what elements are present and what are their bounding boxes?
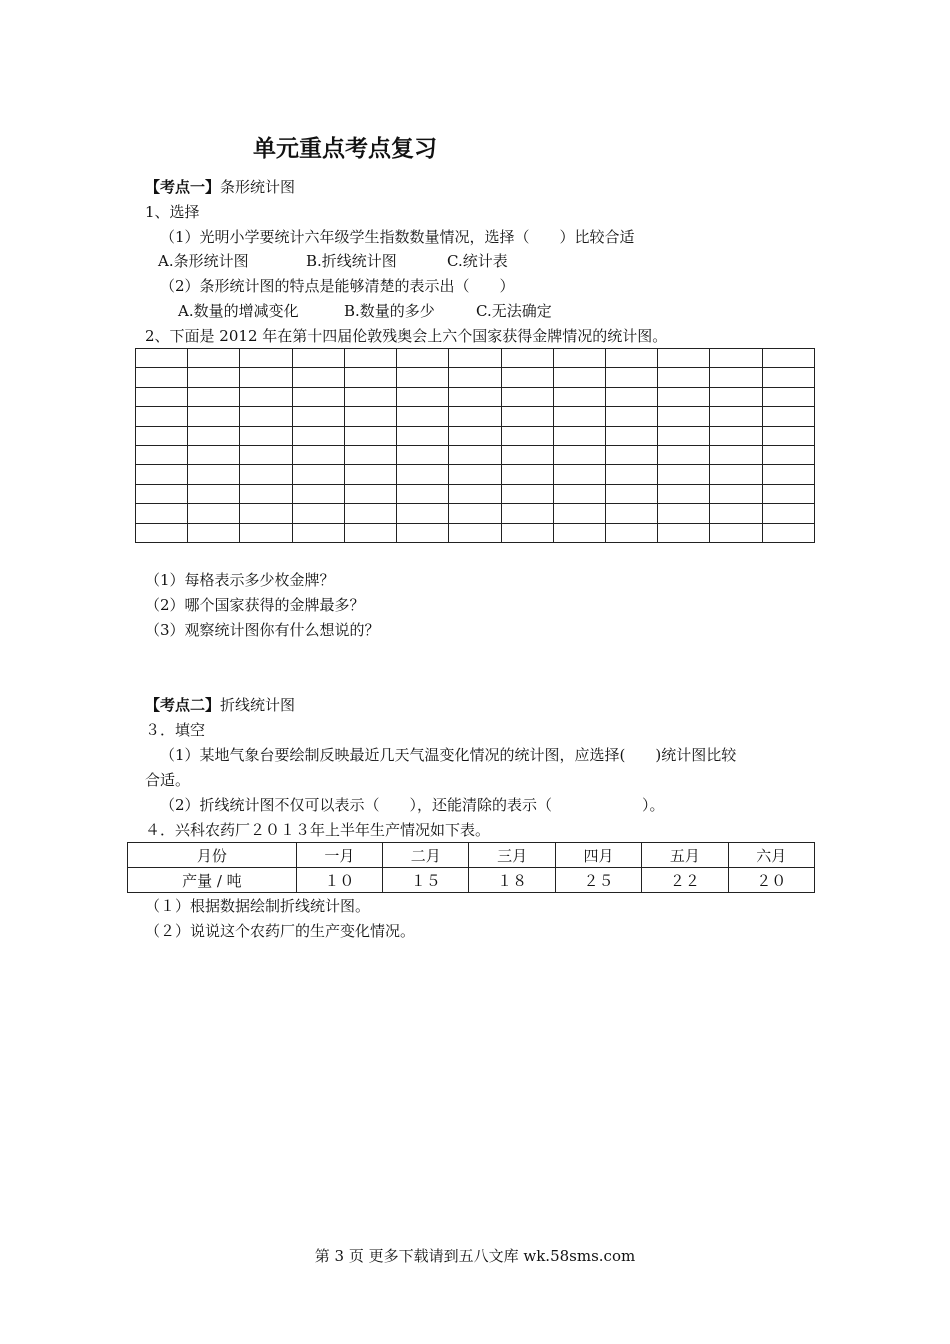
grid-cell xyxy=(136,523,188,542)
grid-cell xyxy=(710,407,762,426)
grid-cell xyxy=(188,523,240,542)
grid-cell xyxy=(553,465,605,484)
grid-cell xyxy=(605,426,657,445)
grid-cell xyxy=(605,465,657,484)
grid-cell xyxy=(136,445,188,464)
grid-cell xyxy=(292,445,344,464)
grid-cell xyxy=(501,465,553,484)
grid-cell xyxy=(344,445,396,464)
grid-cell xyxy=(397,407,449,426)
grid-cell xyxy=(501,523,553,542)
grid-cell xyxy=(605,484,657,503)
grid-cell xyxy=(397,523,449,542)
grid-cell xyxy=(344,407,396,426)
grid-cell xyxy=(710,368,762,387)
grid-cell xyxy=(344,368,396,387)
grid-cell xyxy=(136,349,188,368)
grid-cell xyxy=(136,484,188,503)
blank-chart-grid xyxy=(135,348,815,543)
q1-sub1-option-c: C.统计表 xyxy=(447,252,508,270)
q3-sub1-line1: （1）某地气象台要绘制反映最近几天气温变化情况的统计图，应选择( )统计图比较 xyxy=(160,746,737,764)
section1-heading-bracket: 【考点一】 xyxy=(145,178,221,196)
q2-question-3: （3）观察统计图你有什么想说的？ xyxy=(145,621,380,639)
q1-sub2-option-a: A.数量的增减变化 xyxy=(178,302,299,320)
table-cell-header: 一月 xyxy=(296,843,382,868)
grid-cell xyxy=(658,504,710,523)
q1-sub2-option-c: C.无法确定 xyxy=(476,302,552,320)
grid-cell xyxy=(449,465,501,484)
q2-question-2: （2）哪个国家获得的金牌最多？ xyxy=(145,596,365,614)
grid-cell xyxy=(449,426,501,445)
table-cell: １８ xyxy=(469,868,555,893)
grid-cell xyxy=(553,368,605,387)
grid-cell xyxy=(658,349,710,368)
grid-cell xyxy=(553,445,605,464)
grid-cell xyxy=(605,407,657,426)
grid-cell xyxy=(240,484,292,503)
q2-label: 2、下面是 2012 年在第十四届伦敦残奥会上六个国家获得金牌情况的统计图。 xyxy=(145,327,668,345)
q4-question-1: （１）根据数据绘制折线统计图。 xyxy=(145,897,371,915)
grid-cell xyxy=(240,387,292,406)
grid-cell xyxy=(658,426,710,445)
grid-cell xyxy=(449,504,501,523)
grid-cell xyxy=(710,349,762,368)
grid-cell xyxy=(292,426,344,445)
grid-cell xyxy=(188,465,240,484)
grid-cell xyxy=(449,484,501,503)
grid-cell xyxy=(762,407,814,426)
grid-cell xyxy=(553,523,605,542)
grid-cell xyxy=(188,484,240,503)
grid-cell xyxy=(344,387,396,406)
q3-sub2: （2）折线统计图不仅可以表示（ ），还能清除的表示（ ）。 xyxy=(160,796,665,814)
grid-row xyxy=(136,523,815,542)
grid-cell xyxy=(449,523,501,542)
grid-cell xyxy=(136,504,188,523)
grid-cell xyxy=(240,445,292,464)
grid-cell xyxy=(292,465,344,484)
grid-cell xyxy=(397,445,449,464)
grid-cell xyxy=(762,484,814,503)
grid-cell xyxy=(136,407,188,426)
grid-cell xyxy=(658,445,710,464)
grid-cell xyxy=(553,407,605,426)
grid-cell xyxy=(605,387,657,406)
grid-cell xyxy=(658,484,710,503)
q1-label: 1、选择 xyxy=(145,203,200,221)
grid-cell xyxy=(553,426,605,445)
section2-heading xyxy=(145,695,295,715)
production-table-header-row xyxy=(128,843,815,868)
grid-cell xyxy=(501,484,553,503)
table-cell: ２２ xyxy=(642,868,728,893)
table-cell: １５ xyxy=(383,868,469,893)
grid-cell xyxy=(292,349,344,368)
grid-row xyxy=(136,465,815,484)
table-cell: 产量 / 吨 xyxy=(128,868,297,893)
grid-cell xyxy=(136,426,188,445)
grid-cell xyxy=(344,523,396,542)
grid-cell xyxy=(501,445,553,464)
grid-cell xyxy=(397,387,449,406)
grid-row xyxy=(136,445,815,464)
grid-cell xyxy=(762,465,814,484)
q4-label: ４．兴科农药厂２０１３年上半年生产情况如下表。 xyxy=(145,821,491,839)
production-table xyxy=(127,842,815,893)
grid-cell xyxy=(240,465,292,484)
q1-sub1-option-b: B.折线统计图 xyxy=(306,252,397,270)
grid-cell xyxy=(188,407,240,426)
q1-sub1: （1）光明小学要统计六年级学生指数数量情况，选择（ ）比较合适 xyxy=(160,228,635,246)
grid-cell xyxy=(605,368,657,387)
grid-cell xyxy=(710,504,762,523)
grid-cell xyxy=(762,387,814,406)
grid-cell xyxy=(710,465,762,484)
grid-cell xyxy=(710,523,762,542)
grid-cell xyxy=(240,523,292,542)
grid-row xyxy=(136,504,815,523)
grid-cell xyxy=(344,426,396,445)
page-title: 单元重点考点复习 xyxy=(253,136,437,162)
grid-cell xyxy=(397,484,449,503)
grid-cell xyxy=(136,465,188,484)
grid-cell xyxy=(136,387,188,406)
grid-cell xyxy=(344,484,396,503)
grid-cell xyxy=(710,484,762,503)
grid-cell xyxy=(553,387,605,406)
grid-cell xyxy=(762,445,814,464)
grid-cell xyxy=(501,387,553,406)
table-cell: ２５ xyxy=(555,868,641,893)
grid-row xyxy=(136,349,815,368)
table-cell-header: 四月 xyxy=(555,843,641,868)
grid-cell xyxy=(501,407,553,426)
grid-cell xyxy=(553,504,605,523)
grid-cell xyxy=(188,504,240,523)
grid-cell xyxy=(553,349,605,368)
grid-cell xyxy=(501,426,553,445)
grid-cell xyxy=(188,368,240,387)
section1-heading-text: 条形统计图 xyxy=(220,178,296,196)
table-cell-header: 月份 xyxy=(128,843,297,868)
grid-cell xyxy=(344,349,396,368)
grid-cell xyxy=(449,407,501,426)
page-footer: 第 3 页 更多下载请到五八文库 wk.58sms.com xyxy=(314,1247,636,1265)
q4-question-2: （２）说说这个农药厂的生产变化情况。 xyxy=(145,922,416,940)
grid-cell xyxy=(605,349,657,368)
grid-cell xyxy=(188,349,240,368)
grid-cell xyxy=(292,523,344,542)
grid-cell xyxy=(762,368,814,387)
table-cell: １０ xyxy=(296,868,382,893)
grid-cell xyxy=(658,407,710,426)
grid-cell xyxy=(658,387,710,406)
grid-cell xyxy=(292,504,344,523)
grid-cell xyxy=(605,504,657,523)
grid-cell xyxy=(762,349,814,368)
grid-cell xyxy=(658,465,710,484)
grid-cell xyxy=(397,504,449,523)
grid-row xyxy=(136,368,815,387)
grid-cell xyxy=(188,426,240,445)
q1-sub2: （2）条形统计图的特点是能够清楚的表示出（ ） xyxy=(160,277,515,295)
grid-cell xyxy=(240,349,292,368)
table-cell: ２０ xyxy=(728,868,814,893)
grid-cell xyxy=(292,387,344,406)
table-cell-header: 三月 xyxy=(469,843,555,868)
section2-heading-text: 折线统计图 xyxy=(220,696,296,714)
grid-cell xyxy=(501,368,553,387)
grid-cell xyxy=(240,426,292,445)
grid-row xyxy=(136,426,815,445)
grid-cell xyxy=(240,504,292,523)
grid-cell xyxy=(397,465,449,484)
grid-cell xyxy=(762,523,814,542)
grid-cell xyxy=(710,387,762,406)
grid-cell xyxy=(397,426,449,445)
grid-cell xyxy=(240,368,292,387)
grid-cell xyxy=(710,426,762,445)
grid-row xyxy=(136,387,815,406)
q1-sub1-option-a: A.条形统计图 xyxy=(158,252,249,270)
grid-cell xyxy=(658,368,710,387)
grid-cell xyxy=(762,504,814,523)
grid-cell xyxy=(605,523,657,542)
q3-sub1-line2: 合适。 xyxy=(145,771,191,789)
section1-heading xyxy=(145,177,295,197)
grid-cell xyxy=(449,368,501,387)
grid-cell xyxy=(449,445,501,464)
grid-cell xyxy=(397,368,449,387)
grid-cell xyxy=(658,523,710,542)
grid-cell xyxy=(449,387,501,406)
production-table-data-row xyxy=(128,868,815,893)
grid-cell xyxy=(344,504,396,523)
grid-cell xyxy=(292,484,344,503)
grid-cell xyxy=(188,387,240,406)
grid-cell xyxy=(710,445,762,464)
grid-cell xyxy=(605,445,657,464)
table-cell-header: 六月 xyxy=(728,843,814,868)
table-cell-header: 二月 xyxy=(383,843,469,868)
grid-cell xyxy=(762,426,814,445)
grid-cell xyxy=(136,368,188,387)
grid-cell xyxy=(240,407,292,426)
grid-row xyxy=(136,484,815,503)
section2-heading-bracket: 【考点二】 xyxy=(145,696,221,714)
q3-label: ３．填空 xyxy=(145,721,206,739)
grid-cell xyxy=(397,349,449,368)
grid-cell xyxy=(292,407,344,426)
grid-cell xyxy=(188,445,240,464)
grid-cell xyxy=(501,349,553,368)
grid-cell xyxy=(553,484,605,503)
grid-cell xyxy=(344,465,396,484)
table-cell-header: 五月 xyxy=(642,843,728,868)
q1-sub2-option-b: B.数量的多少 xyxy=(344,302,435,320)
q2-question-1: （1）每格表示多少枚金牌？ xyxy=(145,571,335,589)
grid-row xyxy=(136,407,815,426)
grid-cell xyxy=(292,368,344,387)
grid-cell xyxy=(501,504,553,523)
grid-cell xyxy=(449,349,501,368)
